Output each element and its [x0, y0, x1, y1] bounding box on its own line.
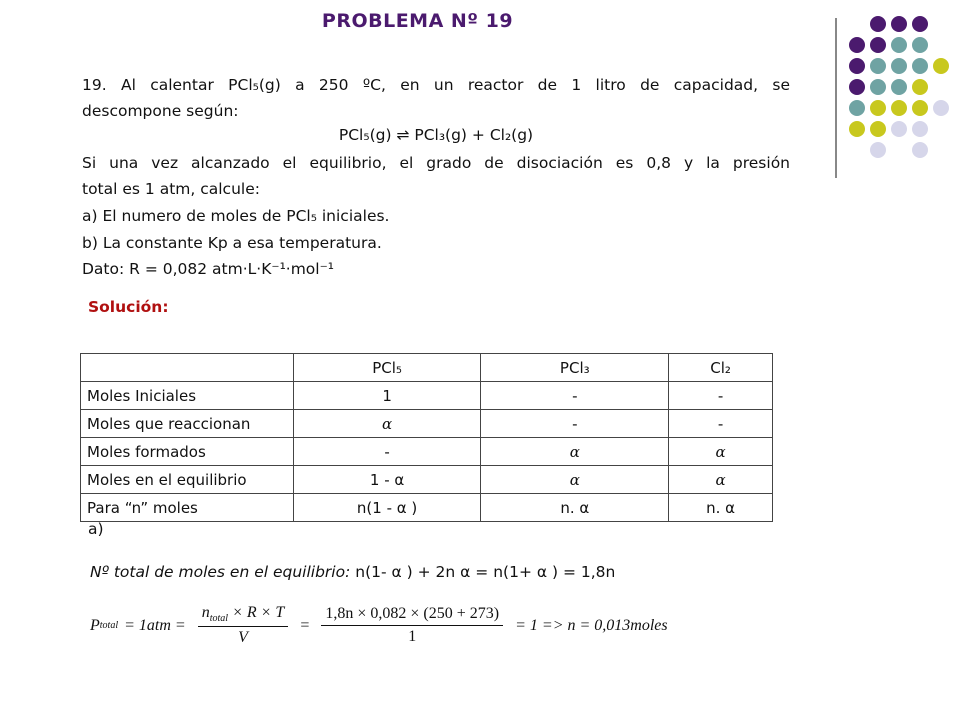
- decorative-dot: [891, 79, 907, 95]
- decorative-dot: [849, 100, 865, 116]
- table-cell: α: [669, 438, 773, 466]
- decorative-dot: [870, 121, 886, 137]
- problem-line-1: 19. Al calentar PCl₅(g) a 250 ºC, en un reactor de 1 litro de capacidad, se: [82, 76, 790, 94]
- ice-table: [80, 353, 773, 522]
- table-cell: 1 - α: [293, 466, 481, 494]
- decorative-dot: [849, 37, 865, 53]
- eq-lhs-sub: total: [99, 620, 119, 632]
- eq-result: = 1 => n = 0,013moles: [515, 616, 668, 634]
- fraction-denominator: 1: [408, 628, 417, 646]
- fraction-substituted: [321, 605, 503, 646]
- row-label: Moles en el equilibrio: [81, 466, 294, 494]
- table-row: [81, 410, 773, 438]
- decorative-dot: [849, 58, 865, 74]
- part-a-label: a): [88, 520, 104, 538]
- num-rest: × R × T: [228, 604, 285, 621]
- table-cell: -: [481, 382, 669, 410]
- decorative-dot: [891, 37, 907, 53]
- table-cell: -: [669, 410, 773, 438]
- decorative-dot: [870, 142, 886, 158]
- question-b: b) La constante Kp a esa temperatura.: [82, 234, 382, 252]
- problem-line-3: Si una vez alcanzado el equilibrio, el grado de disociación es 0,8 y la presión: [82, 154, 790, 172]
- num-n: n: [201, 604, 210, 621]
- fraction-denominator: V: [238, 629, 248, 647]
- decorative-dot: [849, 79, 865, 95]
- decorative-dot: [933, 58, 949, 74]
- table-header-row: [81, 354, 773, 382]
- row-label: Para “n” moles: [81, 494, 294, 522]
- decorative-dot: [891, 121, 907, 137]
- decorative-dot: [933, 100, 949, 116]
- table-cell: n. α: [669, 494, 773, 522]
- decorative-dot: [849, 121, 865, 137]
- table-cell: α: [481, 438, 669, 466]
- decorative-dot: [912, 16, 928, 32]
- table-cell: -: [669, 382, 773, 410]
- table-cell: n(1 - α ): [293, 494, 481, 522]
- eq-part-2: =: [300, 616, 310, 634]
- table-cell: n. α: [481, 494, 669, 522]
- table-row: [81, 382, 773, 410]
- total-moles-label: Nº total de moles en el equilibrio:: [90, 563, 351, 581]
- table-row: [81, 466, 773, 494]
- table-header-cell: Cl₂: [669, 354, 773, 382]
- page-title: PROBLEMA Nº 19: [321, 10, 514, 32]
- pressure-equation: [90, 604, 674, 647]
- question-a: a) El numero de moles de PCl₅ iniciales.: [82, 207, 390, 225]
- table-cell: α: [481, 466, 669, 494]
- given-data: Dato: R = 0,082 atm·L·K⁻¹·mol⁻¹: [82, 260, 334, 278]
- row-label: Moles que reaccionan: [81, 410, 294, 438]
- decorative-dot: [870, 37, 886, 53]
- row-label: Moles formados: [81, 438, 294, 466]
- problem-line-4: total es 1 atm, calcule:: [82, 180, 260, 198]
- table-row: [81, 438, 773, 466]
- decorative-dot: [912, 100, 928, 116]
- decorative-dot: [912, 142, 928, 158]
- table-header-cell: PCl₃: [481, 354, 669, 382]
- fraction-numerator: [198, 604, 289, 627]
- table-header-cell: [81, 354, 294, 382]
- decorative-dot: [912, 37, 928, 53]
- fraction-numerator: 1,8n × 0,082 × (250 + 273): [321, 605, 503, 626]
- decorative-dot: [912, 79, 928, 95]
- table-header-cell: PCl₅: [293, 354, 481, 382]
- num-n-sub: total: [209, 613, 229, 625]
- total-moles-line: [90, 563, 615, 581]
- decorative-dot: [891, 100, 907, 116]
- table-cell: α: [669, 466, 773, 494]
- row-label: Moles Iniciales: [81, 382, 294, 410]
- decorative-dot: [870, 16, 886, 32]
- table-cell: α: [293, 410, 481, 438]
- table-cell: -: [293, 438, 481, 466]
- fraction-ideal-gas: [198, 604, 289, 647]
- decorative-dot: [870, 79, 886, 95]
- table-row: [81, 494, 773, 522]
- decorative-dot: [912, 58, 928, 74]
- decorative-dot: [891, 16, 907, 32]
- table-cell: -: [481, 410, 669, 438]
- total-moles-expression: n(1- α ) + 2n α = n(1+ α ) = 1,8n: [350, 563, 616, 581]
- eq-lhs: P: [90, 616, 100, 634]
- eq-part-1: = 1atm =: [124, 616, 186, 634]
- decorative-divider: [835, 18, 837, 178]
- decorative-dot: [891, 58, 907, 74]
- reaction-equation: PCl₅(g) ⇌ PCl₃(g) + Cl₂(g): [338, 126, 534, 144]
- decorative-dot: [870, 58, 886, 74]
- table-cell: 1: [293, 382, 481, 410]
- decorative-dot: [870, 100, 886, 116]
- problem-line-2: descompone según:: [82, 102, 239, 120]
- solution-label: Solución:: [88, 298, 169, 316]
- decorative-dot: [912, 121, 928, 137]
